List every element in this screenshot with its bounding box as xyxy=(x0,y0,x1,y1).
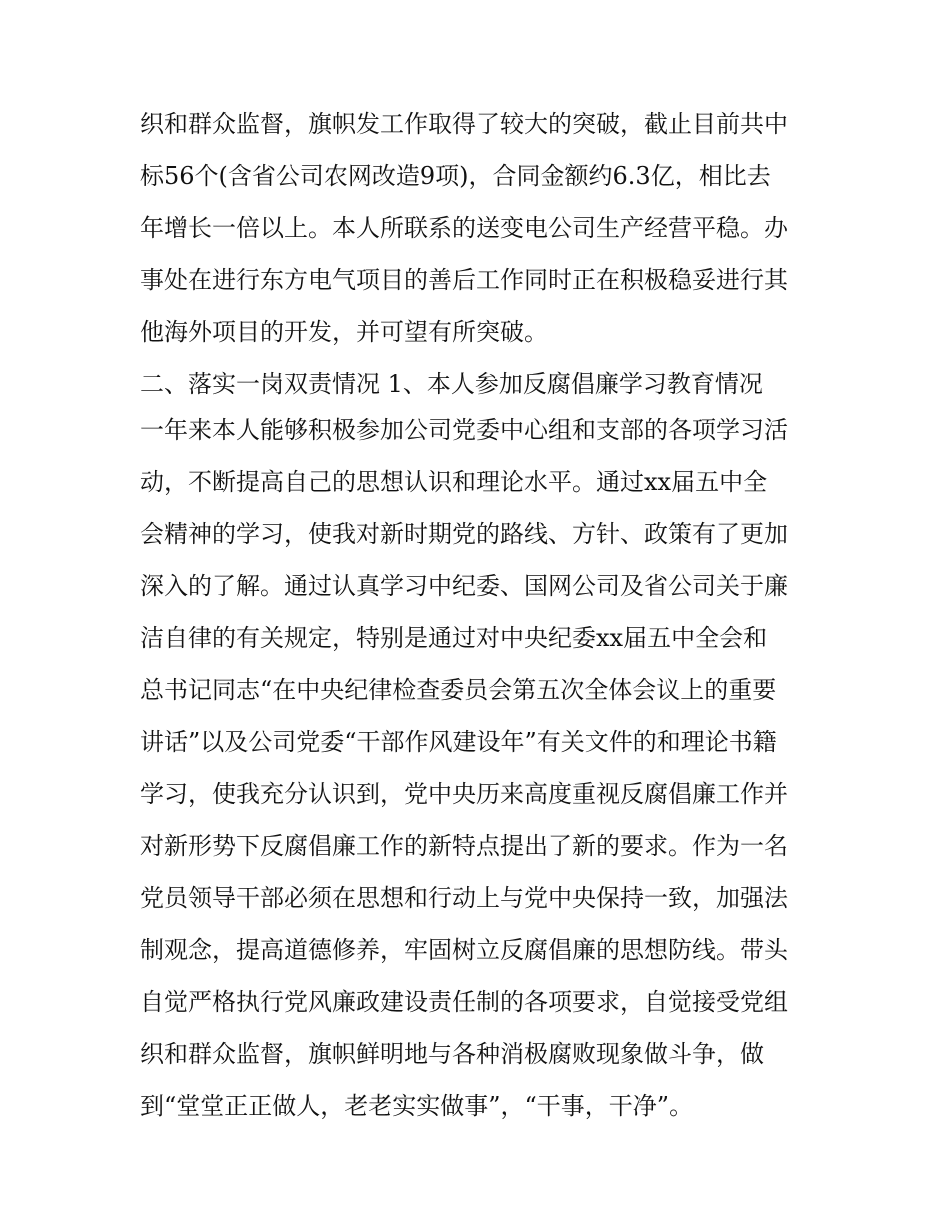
text-line: 对新形势下反腐倡廉工作的新特点提出了新的要求。作为一名 xyxy=(140,832,788,860)
text-line: 深入的了解。通过认真学习中纪委、国网公司及省公司关于廉 xyxy=(140,572,788,600)
section-heading: 二、落实一岗双责情况 1、本人参加反腐倡廉学习教育情况 xyxy=(140,370,763,398)
text-line: 制观念，提高道德修养，牢固树立反腐倡廉的思想防线。带头 xyxy=(140,936,788,964)
text-line: 洁自律的有关规定，特别是通过对中央纪委xx届五中全会和 xyxy=(140,624,768,652)
text-line: 会精神的学习，使我对新时期党的路线、方针、政策有了更加 xyxy=(140,520,788,548)
text-line: 织和群众监督，旗帜发工作取得了较大的突破，截止目前共中 xyxy=(140,110,788,138)
text-line: 总书记同志“在中央纪律检查委员会第五次全体会议上的重要 xyxy=(140,676,777,704)
text-line: 他海外项目的开发，并可望有所突破。 xyxy=(140,318,548,346)
text-line: 一年来本人能够积极参加公司党委中心组和支部的各项学习活 xyxy=(140,416,788,444)
text-line: 年增长一倍以上。本人所联系的送变电公司生产经营平稳。办 xyxy=(140,214,788,242)
text-line: 动，不断提高自己的思想认识和理论水平。通过xx届五中全 xyxy=(140,468,768,496)
text-line: 标56个(含省公司农网改造9项)，合同金额约6.3亿，相比去 xyxy=(140,162,771,190)
text-line: 自觉严格执行党风廉政建设责任制的各项要求，自觉接受党组 xyxy=(140,988,788,1016)
text-line: 讲话”以及公司党委“干部作风建设年”有关文件的和理论书籍 xyxy=(140,728,777,756)
text-line: 事处在进行东方电气项目的善后工作同时正在积极稳妥进行其 xyxy=(140,266,788,294)
text-line: 学习，使我充分认识到，党中央历来高度重视反腐倡廉工作并 xyxy=(140,780,788,808)
text-line: 织和群众监督，旗帜鲜明地与各种消极腐败现象做斗争，做 xyxy=(140,1040,764,1068)
text-line: 到“堂堂正正做人，老老实实做事”，“干事，干净”。 xyxy=(140,1092,694,1120)
text-line: 党员领导干部必须在思想和行动上与党中央保持一致，加强法 xyxy=(140,884,788,912)
